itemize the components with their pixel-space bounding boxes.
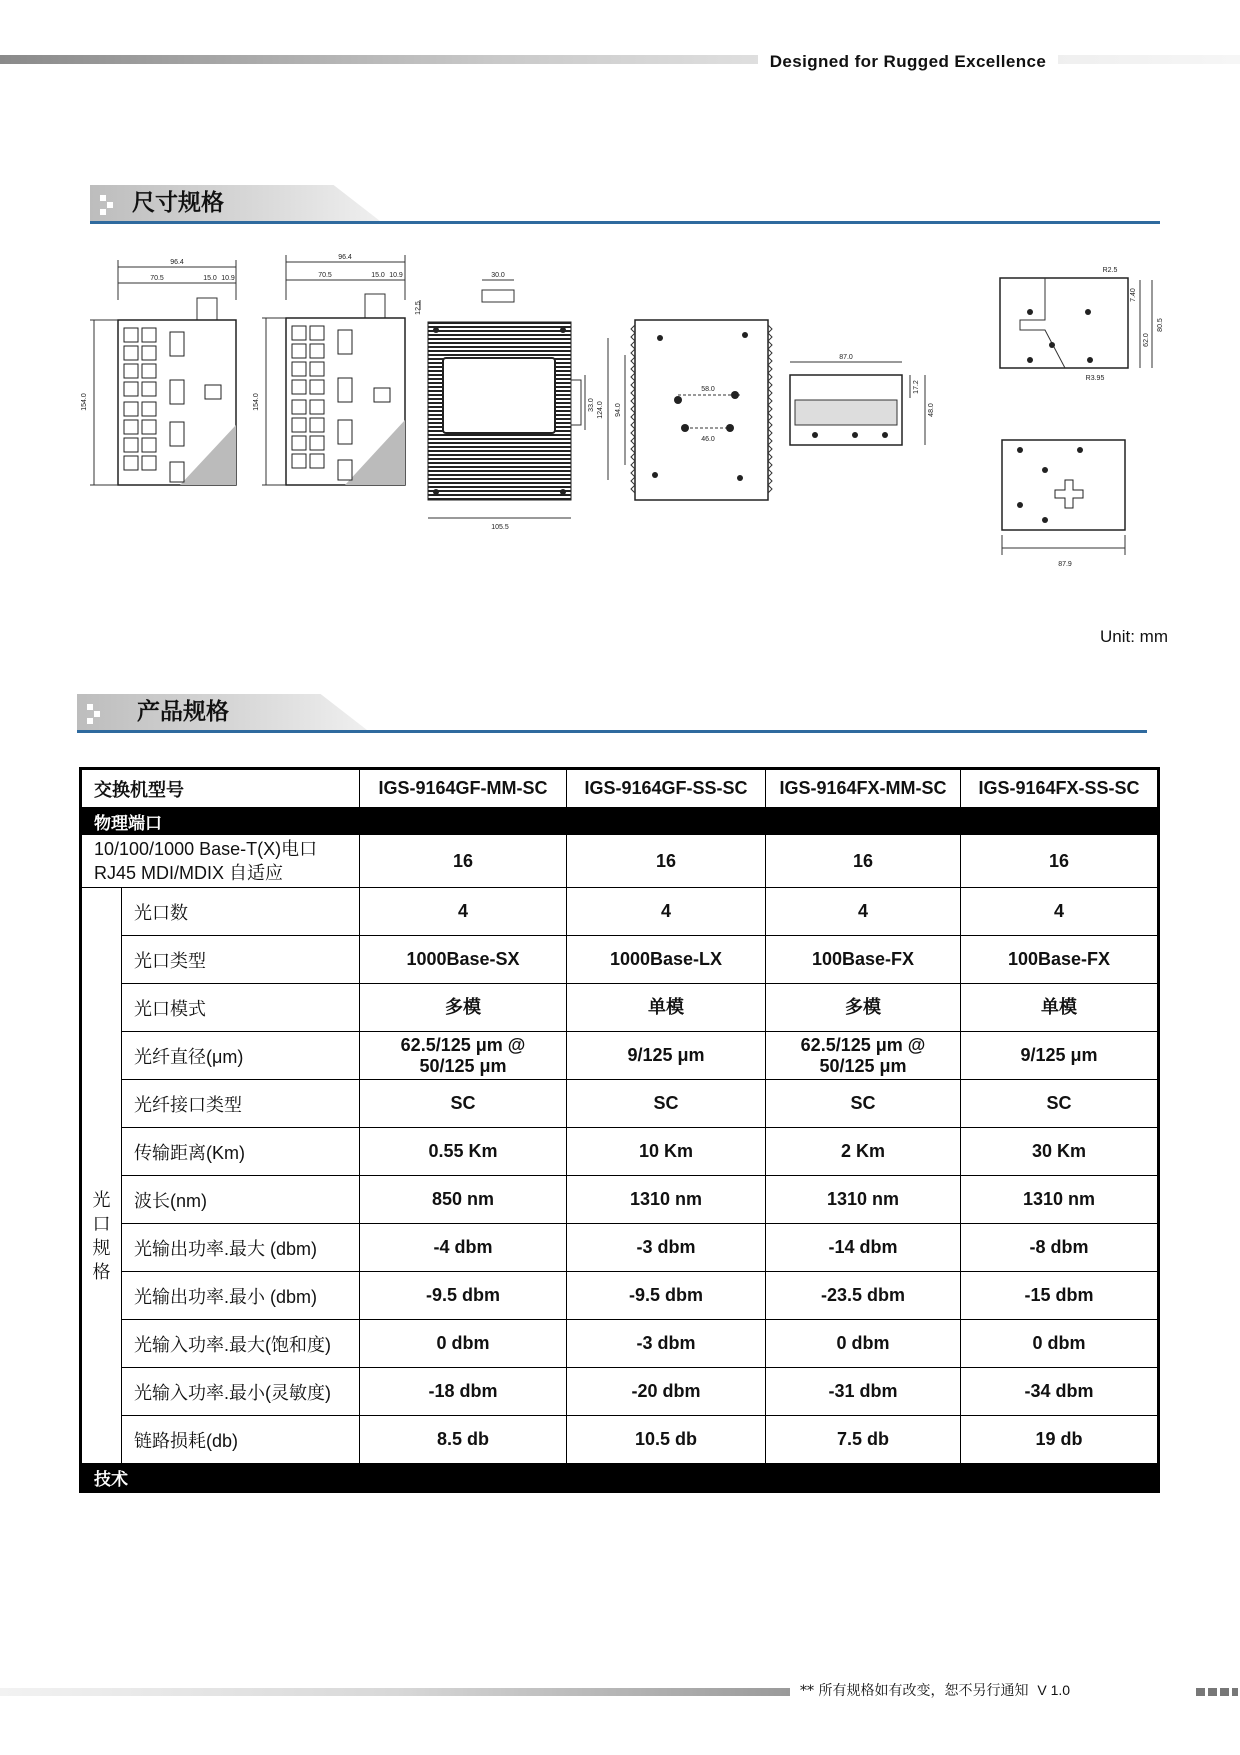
- cell-value: -3 dbm: [567, 1224, 766, 1272]
- cell-value: 10 Km: [567, 1128, 766, 1176]
- table-row: [81, 888, 1159, 936]
- svg-text:70.5: 70.5: [318, 272, 332, 279]
- cell-value: SC: [766, 1080, 961, 1128]
- cell-value: 0.55 Km: [360, 1128, 567, 1176]
- footer-square: [1208, 1688, 1217, 1696]
- row-label: 光口模式: [122, 984, 360, 1032]
- svg-text:154.0: 154.0: [81, 393, 88, 411]
- footer-note: ** 所有规格如有改变，恕不另行通知 V 1.0: [800, 1682, 1071, 1699]
- svg-text:17.2: 17.2: [913, 380, 920, 394]
- cell-value: 9/125 μm: [961, 1032, 1159, 1080]
- svg-text:R3.95: R3.95: [1085, 375, 1105, 382]
- svg-text:80.5: 80.5: [1157, 318, 1164, 332]
- svg-text:30.0: 30.0: [491, 272, 505, 279]
- table-header-row: [81, 769, 1159, 808]
- cell-value: -18 dbm: [360, 1368, 567, 1416]
- cell-value: 30 Km: [961, 1128, 1159, 1176]
- svg-text:R2.5: R2.5: [1102, 267, 1118, 274]
- model-name: IGS-9164GF-MM-SC: [360, 769, 567, 808]
- band-label: 物理端口: [81, 808, 1159, 835]
- model-name: IGS-9164FX-SS-SC: [961, 769, 1159, 808]
- row-label: 链路损耗(db): [122, 1416, 360, 1464]
- svg-text:96.4: 96.4: [338, 254, 352, 261]
- section-title-dimensions: 尺寸规格: [132, 190, 224, 216]
- cell-value: -8 dbm: [961, 1224, 1159, 1272]
- band-label: 技术: [81, 1464, 1159, 1492]
- table-row: [81, 984, 1159, 1032]
- cell-value: -23.5 dbm: [766, 1272, 961, 1320]
- cell-value: 多模: [766, 984, 961, 1032]
- cell-value: -9.5 dbm: [360, 1272, 567, 1320]
- footer-square: [1232, 1688, 1238, 1696]
- cell-value: 2 Km: [766, 1128, 961, 1176]
- cell-value: SC: [961, 1080, 1159, 1128]
- band-physical-ports: [81, 808, 1159, 835]
- cell-value: 4: [567, 888, 766, 936]
- cell-value: 0 dbm: [961, 1320, 1159, 1368]
- cell-value: 多模: [360, 984, 567, 1032]
- cell-value: 单模: [567, 984, 766, 1032]
- cell-value: 62.5/125 μm @ 50/125 μm: [360, 1032, 567, 1080]
- svg-text:96.4: 96.4: [170, 259, 184, 266]
- cell-value: -14 dbm: [766, 1224, 961, 1272]
- bracket-bottom: [1002, 440, 1125, 555]
- cell-value: 1310 nm: [567, 1176, 766, 1224]
- cell-value: 100Base-FX: [961, 936, 1159, 984]
- cell-value: 1310 nm: [961, 1176, 1159, 1224]
- cell-value: 1000Base-SX: [360, 936, 567, 984]
- side-view: [420, 280, 585, 518]
- svg-text:15.0: 15.0: [371, 272, 385, 279]
- cell-value: -9.5 dbm: [567, 1272, 766, 1320]
- cell-value: 0 dbm: [766, 1320, 961, 1368]
- footer-square: [1220, 1688, 1229, 1696]
- svg-text:33.0: 33.0: [588, 398, 595, 412]
- svg-text:10.9: 10.9: [389, 272, 403, 279]
- row-label: 光口数: [122, 888, 360, 936]
- cell-value: 0 dbm: [360, 1320, 567, 1368]
- cell-value: 7.5 db: [766, 1416, 961, 1464]
- svg-text:7.40: 7.40: [1130, 288, 1137, 302]
- cell-value: 1000Base-LX: [567, 936, 766, 984]
- svg-text:12.5: 12.5: [415, 301, 422, 315]
- svg-text:94.0: 94.0: [615, 403, 622, 417]
- svg-text:105.5: 105.5: [491, 524, 509, 531]
- row-label: 光输出功率.最小 (dbm): [122, 1272, 360, 1320]
- svg-text:87.0: 87.0: [839, 354, 853, 361]
- table-row: [81, 1272, 1159, 1320]
- table-row: [81, 1368, 1159, 1416]
- cell-value: 9/125 μm: [567, 1032, 766, 1080]
- din-rail: [790, 362, 925, 445]
- cell-value: 1310 nm: [766, 1176, 961, 1224]
- table-row: [81, 1416, 1159, 1464]
- section-title-specs: 产品规格: [137, 699, 229, 725]
- row-label: 光输出功率.最大 (dbm): [122, 1224, 360, 1272]
- version-label: V 1.0: [1037, 1682, 1071, 1698]
- cell-value: 10.5 db: [567, 1416, 766, 1464]
- cell-value: -34 dbm: [961, 1368, 1159, 1416]
- cell-value: 19 db: [961, 1416, 1159, 1464]
- cell-value: 16: [961, 835, 1159, 888]
- svg-text:58.0: 58.0: [701, 386, 715, 393]
- section-header-specs: [77, 694, 1147, 734]
- header-tagline: Designed for Rugged Excellence: [758, 50, 1058, 74]
- svg-text:124.0: 124.0: [597, 401, 604, 419]
- svg-text:48.0: 48.0: [928, 403, 935, 417]
- svg-text:154.0: 154.0: [253, 393, 260, 411]
- cell-value: 16: [567, 835, 766, 888]
- cell-value: 4: [766, 888, 961, 936]
- table-row: [81, 936, 1159, 984]
- table-row: [81, 835, 1159, 888]
- front-view-1: [90, 260, 236, 485]
- model-name: IGS-9164GF-SS-SC: [567, 769, 766, 808]
- cell-value: SC: [360, 1080, 567, 1128]
- spec-table: [79, 767, 1160, 1493]
- unit-note: Unit: mm: [1100, 627, 1168, 646]
- cell-value: 850 nm: [360, 1176, 567, 1224]
- cell-value: 16: [766, 835, 961, 888]
- cell-value: -3 dbm: [567, 1320, 766, 1368]
- svg-text:15.0: 15.0: [203, 275, 217, 282]
- row-label: 传输距离(Km): [122, 1128, 360, 1176]
- row-label: 波长(nm): [122, 1176, 360, 1224]
- table-row: [81, 1320, 1159, 1368]
- row-label: 光输入功率.最小(灵敏度): [122, 1368, 360, 1416]
- front-view-2: [262, 255, 405, 485]
- model-name: IGS-9164FX-MM-SC: [766, 769, 961, 808]
- cell-value: -15 dbm: [961, 1272, 1159, 1320]
- footer-square: [1196, 1688, 1205, 1696]
- cell-value: -31 dbm: [766, 1368, 961, 1416]
- table-row: [81, 1032, 1159, 1080]
- cell-value: 单模: [961, 984, 1159, 1032]
- svg-text:70.5: 70.5: [150, 275, 164, 282]
- table-row: [81, 1080, 1159, 1128]
- row-label: 10/100/1000 Base-T(X)电口 RJ45 MDI/MDIX 自适应: [81, 835, 360, 888]
- cell-value: 4: [360, 888, 567, 936]
- svg-text:46.0: 46.0: [701, 436, 715, 443]
- cell-value: -20 dbm: [567, 1368, 766, 1416]
- svg-text:87.9: 87.9: [1058, 561, 1072, 568]
- table-row: [81, 1176, 1159, 1224]
- band-technology: [81, 1464, 1159, 1492]
- row-label: 光纤直径(μm): [122, 1032, 360, 1080]
- row-label: 光输入功率.最大(饱和度): [122, 1320, 360, 1368]
- svg-text:62.0: 62.0: [1143, 333, 1150, 347]
- rear-view: [608, 320, 772, 500]
- cell-value: -4 dbm: [360, 1224, 567, 1272]
- group-label-optical: 光 口 规 格: [81, 888, 122, 1464]
- cell-value: 16: [360, 835, 567, 888]
- dimension-drawings: [80, 250, 1180, 580]
- cell-value: 100Base-FX: [766, 936, 961, 984]
- section-header-dimensions: [90, 185, 1160, 225]
- cell-value: SC: [567, 1080, 766, 1128]
- row-label: 光纤接口类型: [122, 1080, 360, 1128]
- table-row: [81, 1128, 1159, 1176]
- cell-value: 8.5 db: [360, 1416, 567, 1464]
- cell-value: 4: [961, 888, 1159, 936]
- row-label: 光口类型: [122, 936, 360, 984]
- svg-text:10.9: 10.9: [221, 275, 235, 282]
- cell-value: 62.5/125 μm @ 50/125 μm: [766, 1032, 961, 1080]
- footer-band: [0, 1688, 790, 1696]
- table-row: [81, 1224, 1159, 1272]
- header-model-label: 交换机型号: [81, 769, 360, 808]
